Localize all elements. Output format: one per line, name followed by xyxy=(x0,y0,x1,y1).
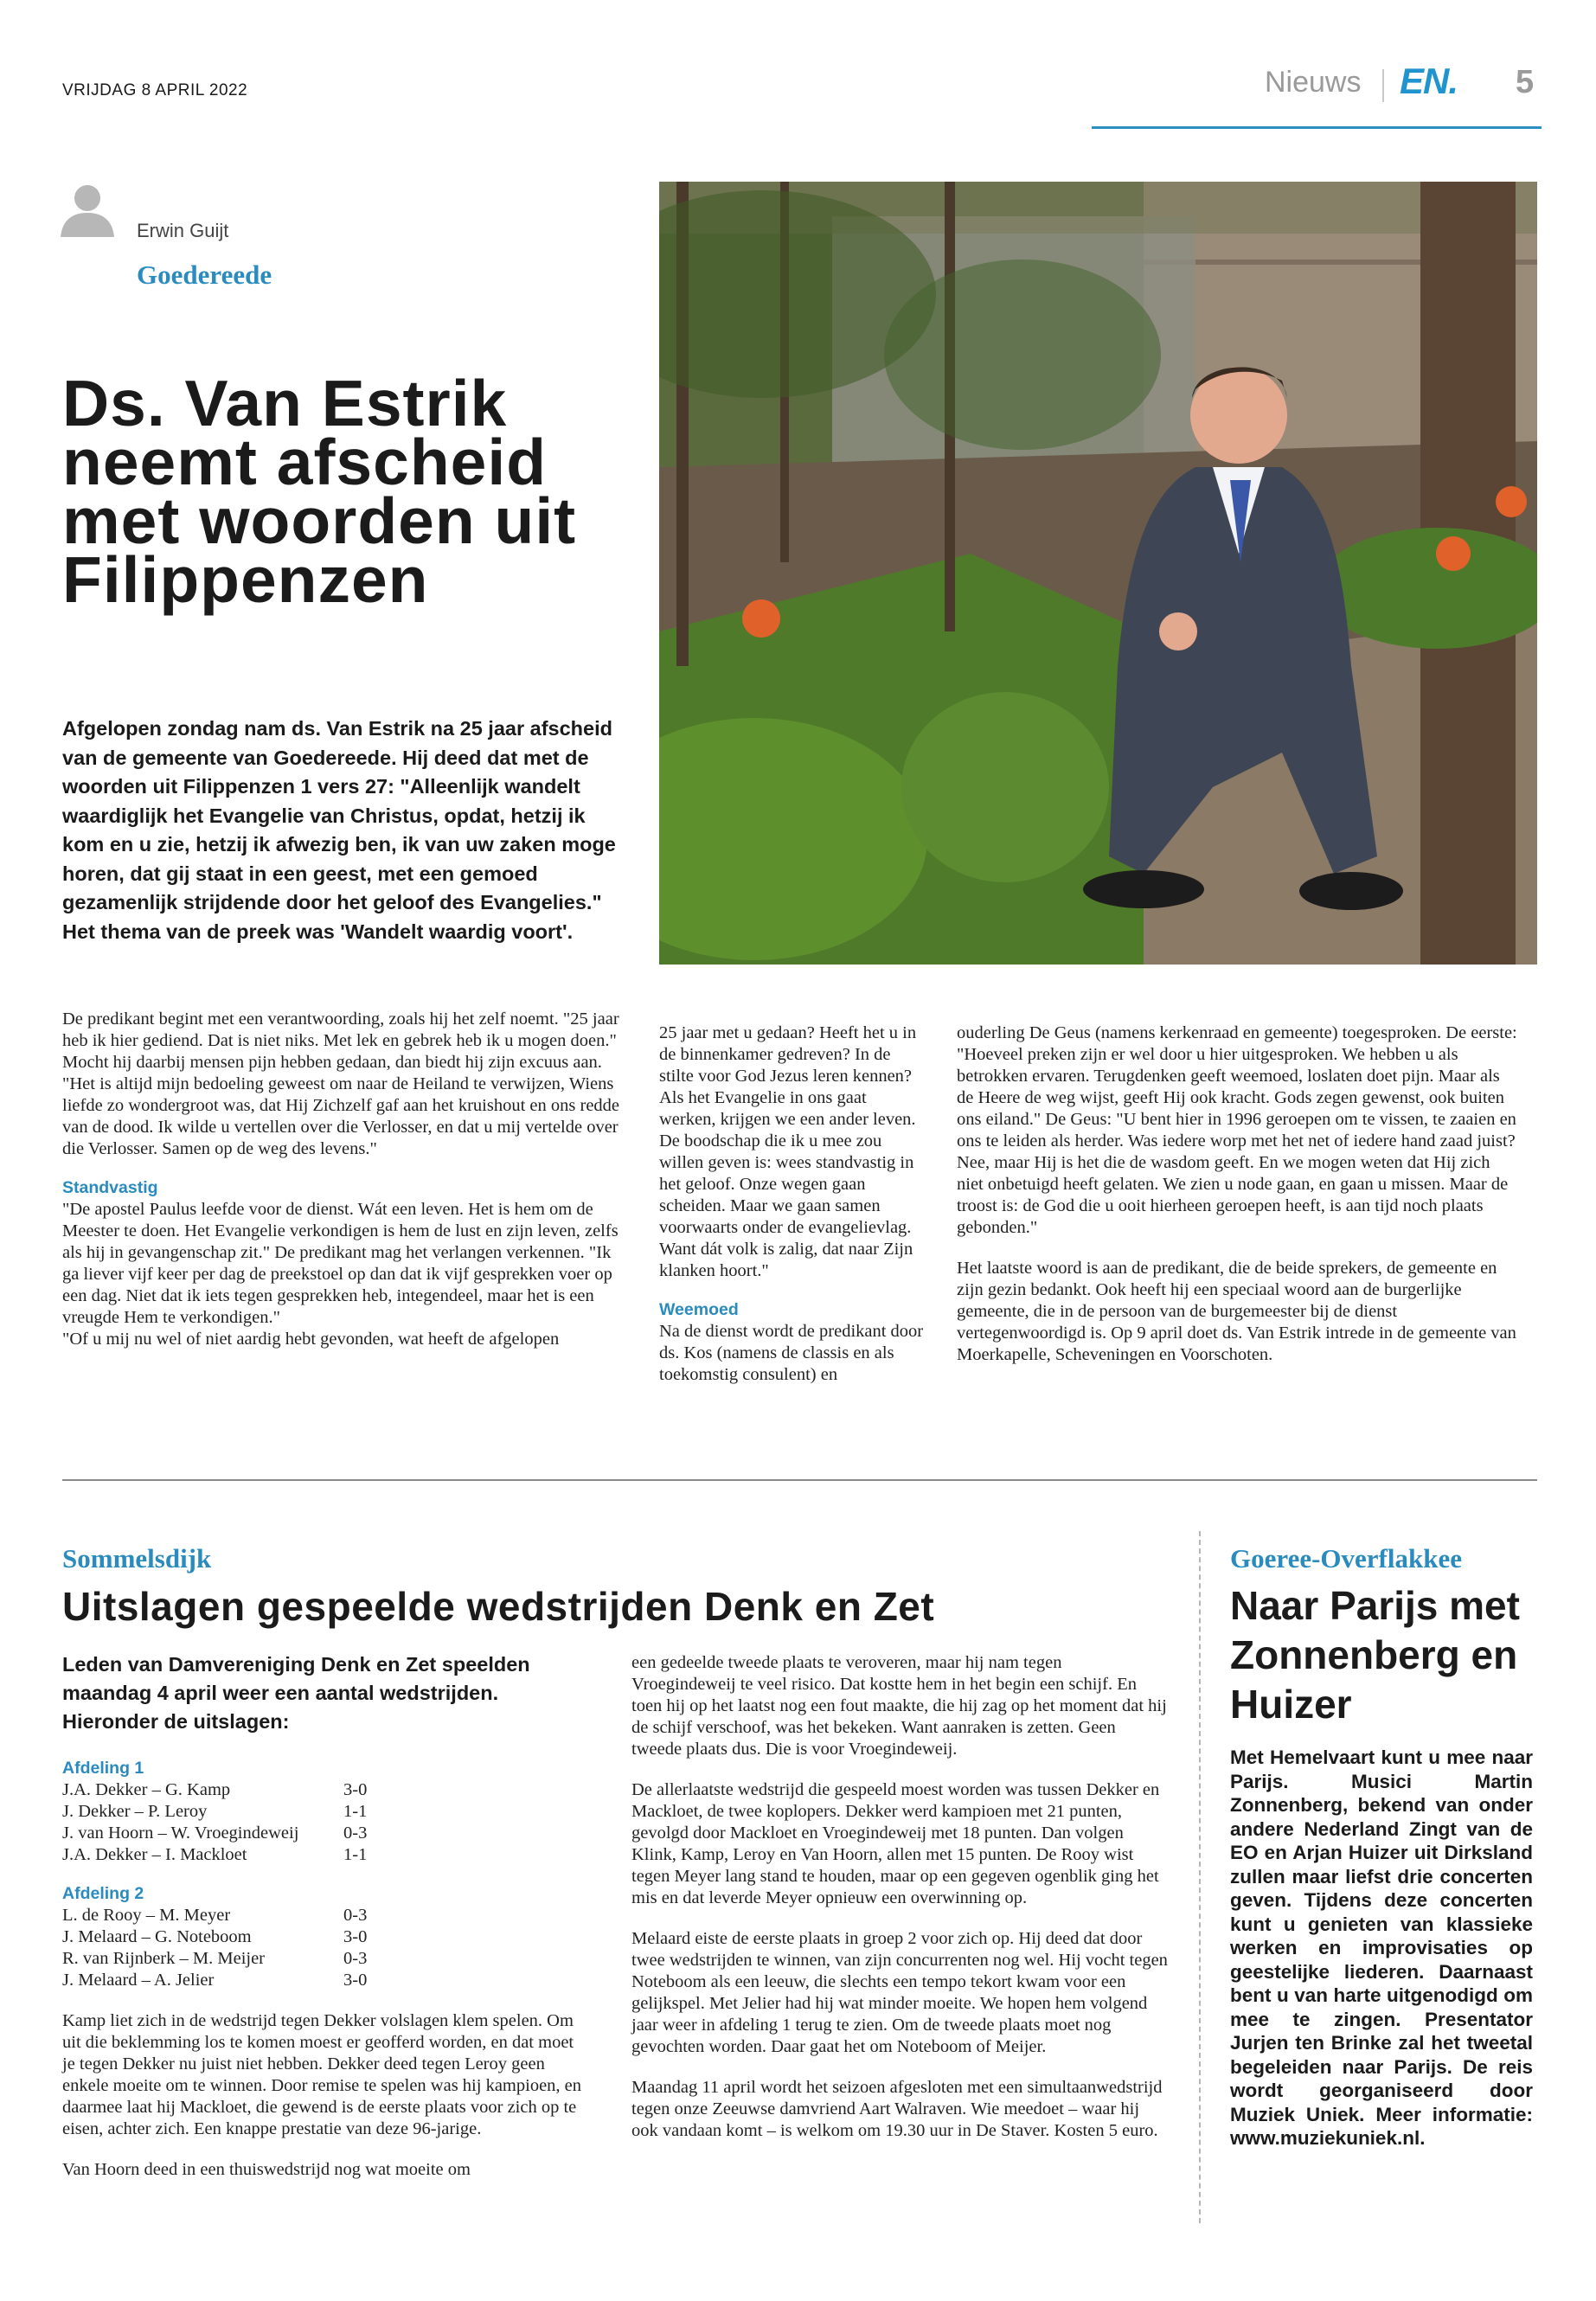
article2-column-1 xyxy=(62,1758,581,2181)
article1-column-3 xyxy=(957,1022,1521,1366)
issue-date: VRIJDAG 8 APRIL 2022 xyxy=(62,81,248,99)
article1-paragraph: Het laatste woord is aan de predikant, die de beide sprekers, de gemeente en zijn gezin bedankt. Ook heeft hij een speciaal woord aan de burgerlijke gemeente, die in de persoon van de burgemeester bij de dienst vertegenwoordigd is. Op 9 april doet ds. Van Estrik intrede in de gemeente van Moerkapelle, Scheveningen en Voorschoten. xyxy=(957,1259,1516,1364)
article2-paragraph: een gedeelde tweede plaats te veroveren, maar hij nam tegen Vroegindeweij te veel risico. Dat kostte hem in het begin een schijf. En toen hij op het laatst nog een fout maakte, die hij zag op het moment dat hij de schijf verschoof, was het bekeken. Want aanraken is zetten. Geen tweede plaats dus. Die is voor Vroegindeweij. xyxy=(631,1653,1167,1759)
man-in-suit-crouching-in-garden-photo xyxy=(659,182,1537,965)
article1-headline: Ds. Van Estrik neemt afscheid met woorden uit Filippenzen xyxy=(62,367,577,616)
table-row: J. van Hoorn – W. Vroegindeweij 0-3 xyxy=(62,1823,368,1843)
article2-paragraph: Kamp liet zich in de wedstrijd tegen Dekker volslagen klem spelen. Om uit die beklemming los te komen moest er geofferd worden, en dat moet je tegen Dekker nu juist niet hebben. Dekker deed tegen Leroy geen enkele moeite om te winnen. Door remise te spelen was hij kampioen, en daarmee laat hij Mackloet, die gewend is de eerste plaats voor zich op te eisen, achter zich. Een knappe prestatie van deze 96-jarige. xyxy=(62,2011,582,2138)
results-table-group-2 xyxy=(62,1905,367,1991)
table-row: L. de Rooy – M. Meyer 0-3 xyxy=(62,1906,368,1925)
article1-paragraph: "Of u mij nu wel of niet aardig hebt gevonden, wat heeft de afgelopen xyxy=(62,1330,560,1349)
article3-location: Goeree-Overflakkee xyxy=(1230,1543,1462,1574)
article1-paragraph: ouderling De Geus (namens kerkenraad en gemeente) toegesproken. De eerste: "Hoeveel preken zijn er wel door u hier uitgesproken. We hebben u als betrokken ervaren. Terugdenken geeft weemoed, loslaten doet pijn. Maar als de Heere de weg wijst, geeft Hij ook kracht. Gods zegen gewenst, ook buiten ons eiland." De Geus: "U bent hier in 1996 geroepen om te vissen, te zaaien en ons te leiden als herder. Was iedere worp met het net of iedere hand zaad juist? Nee, maar Hij is het die de wasdom geeft. En we mogen weten dat Hij zich niet onbetuigd heeft gelaten. We zien u node gaan, en gaan u missen. Maar de troost is: de God die u ooit hierheen geroepen heeft, is aan tijd noch plaats gebonden." xyxy=(957,1023,1517,1237)
section-name: Nieuws xyxy=(1265,66,1362,99)
section-divider xyxy=(62,1479,1537,1481)
article1-column-1 xyxy=(62,1009,626,1350)
table-row: J.A. Dekker – G. Kamp 3-0 xyxy=(62,1780,368,1799)
table-row: J. Melaard – G. Noteboom 3-0 xyxy=(62,1927,368,1946)
author-name: Erwin Guijt xyxy=(137,220,229,241)
article2-headline: Uitslagen gespeelde wedstrijden Denk en Zet xyxy=(62,1584,935,1629)
article1-lead: Afgelopen zondag nam ds. Van Estrik na 25 jaar afscheid van de gemeente van Goedereede. Hij deed dat met de woorden uit Filippenzen 1 vers 27: "Alleenlijk wandelt waardiglijk het Evangelie van Christus, opdat, hetzij ik kom en u zie, hetzij ik afwezig ben, ik van uw zaken moge horen, dat gij staat in een geest, met een gemoed gezamenlijk strijdende door het geloof des Evangelies." Het thema van de preek was 'Wandelt waardig voort'. xyxy=(62,717,616,943)
results-table-group-1 xyxy=(62,1779,367,1866)
article2-paragraph: Melaard eiste de eerste plaats in groep 2 voor zich op. Hij deed dat door twee wedstrijden te winnen, van zijn concurrenten nog wel. Hij vocht tegen Noteboom als een leeuw, die slechts een tempo tekort kwam voor een gelijkspel. Met Jelier had hij wat minder moeite. We hopen hem volgend jaar weer in afdeling 1 terug te zien. Om de tweede plaats moet nog gevochten worden. Daar gaat het om Noteboom of Meijer. xyxy=(631,1929,1168,2056)
results-group-1-title: Afdeling 1 xyxy=(62,1759,144,1778)
page-number: 5 xyxy=(1516,64,1535,100)
article1-column-2 xyxy=(659,1022,927,1386)
table-row: J.A. Dekker – I. Mackloet 1-1 xyxy=(62,1845,368,1864)
article3-headline: Naar Parijs met Zonnenberg en Huizer xyxy=(1230,1583,1520,1727)
table-row: R. van Rijnberk – M. Meijer 0-3 xyxy=(62,1949,368,1968)
table-row: J. Dekker – P. Leroy 1-1 xyxy=(62,1802,368,1821)
header-rule xyxy=(1092,126,1542,129)
article1-subhead-standvastig: Standvastig xyxy=(62,1178,158,1197)
article2-paragraph: Van Hoorn deed in een thuiswedstrijd nog wat moeite om xyxy=(62,2160,471,2179)
person-silhouette-icon xyxy=(59,182,116,239)
article2-location: Sommelsdijk xyxy=(62,1543,212,1574)
article2-lead: Leden van Damvereniging Denk en Zet speelden maandag 4 april weer een aantal wedstrijden. Hieronder de uitslagen: xyxy=(62,1653,530,1733)
article1-location: Goedereede xyxy=(137,260,272,290)
header-divider xyxy=(1382,69,1384,102)
results-group-2-title: Afdeling 2 xyxy=(62,1884,144,1903)
article3-body: Met Hemelvaart kunt u mee naar Parijs. Musici Martin Zonnenberg, bekend van onder andere Nederland Zingt van de EO en Arjan Huizer uit Dirksland zullen maar liefst drie concerten geven. Tijdens deze concerten kunt u genieten van klassieke werken en improvisaties op geestelijke liederen. Daarnaast bent u van harte uitgenodigd om mee te zingen. Presentator Jurjen ten Brinke zal het tweetal begeleiden naar Parijs. De reis wordt georganiseerd door Muziek Uniek. Meer informatie: www.muziekuniek.nl. xyxy=(1230,1747,1533,2149)
article2-column-2 xyxy=(631,1652,1170,2142)
article1-paragraph: "De apostel Paulus leefde voor de dienst. Wát een leven. Het is hem om de Meester te doen. Het Evangelie verkondigen is hem de lust en zijn leven, zelfs als hij in gevangenschap zit." De predikant mag het verlangen verkennen. "Ik ga liever vijf keer per dag de preekstoel op dan dat ik vijf gesprekken voer op een dag. Niet dat ik iets tegen gesprekken heb, integendeel, maar het is een vreugde Hem te verkondigen." xyxy=(62,1200,619,1327)
column-separator xyxy=(1199,1531,1201,2223)
table-row: J. Melaard – A. Jelier 3-0 xyxy=(62,1971,368,1990)
article1-subhead-weemoed: Weemoed xyxy=(659,1300,739,1319)
article1-paragraph: De predikant begint met een verantwoording, zoals hij het zelf noemt. "25 jaar heb ik hier gediend. Dat is niet niks. Met lek en gebrek heb ik u mogen doen." Mocht hij daarbij mensen pijn hebben gedaan, dan biedt hij zijn excuus aan. "Het is altijd mijn bedoeling geweest om naar de Heiland te verwijzen, Wiens liefde zo wondergroot was, dat Hij Zichzelf gaf aan het kruishout en ons redde van de dood. Ik wilde u vertellen over die Verlosser, en dat u mij vertelde over die Verlosser. Samen op de weg des levens." xyxy=(62,1009,620,1158)
article2-paragraph: De allerlaatste wedstrijd die gespeeld moest worden was tussen Dekker en Mackloet, de twee koplopers. Dekker werd kampioen met 21 punten, gevolgd door Mackloet en Vroegindeweij met 18 punten. Dan volgen Klink, Kamp, Leroy en Van Hoorn, allen met 15 punten. De Rooy wist tegen Meyer lang stand te houden, maar op een gegeven ogenblik ging het mis en dat leverde Meyer opnieuw een overwinning op. xyxy=(631,1780,1160,1907)
article2-paragraph: Maandag 11 april wordt het seizoen afgesloten met een simultaanwedstrijd tegen onze Zeeuwse damvriend Aart Walraven. Wie meedoet – waar hij ook vandaan komt – is welkom om 19.30 uur in De Staver. Kosten 5 euro. xyxy=(631,2078,1163,2140)
article1-paragraph: 25 jaar met u gedaan? Heeft het u in de binnenkamer gedreven? In de stilte voor God Jezus leren kennen? Als het Evangelie in ons gaat werken, krijgen we een ander leven. De boodschap die ik u mee zou willen geven is: wees standvastig in het geloof. Onze wegen gaan scheiden. Maar we gaan samen voorwaarts onder de evangelievlag. Want dát volk is zalig, dat naar Zijn klanken hoort." xyxy=(659,1023,917,1280)
newspaper-logo: EN. xyxy=(1400,61,1458,101)
article1-paragraph: Na de dienst wordt de predikant door ds. Kos (namens de classis en als toekomstig consulent) en xyxy=(659,1322,924,1384)
